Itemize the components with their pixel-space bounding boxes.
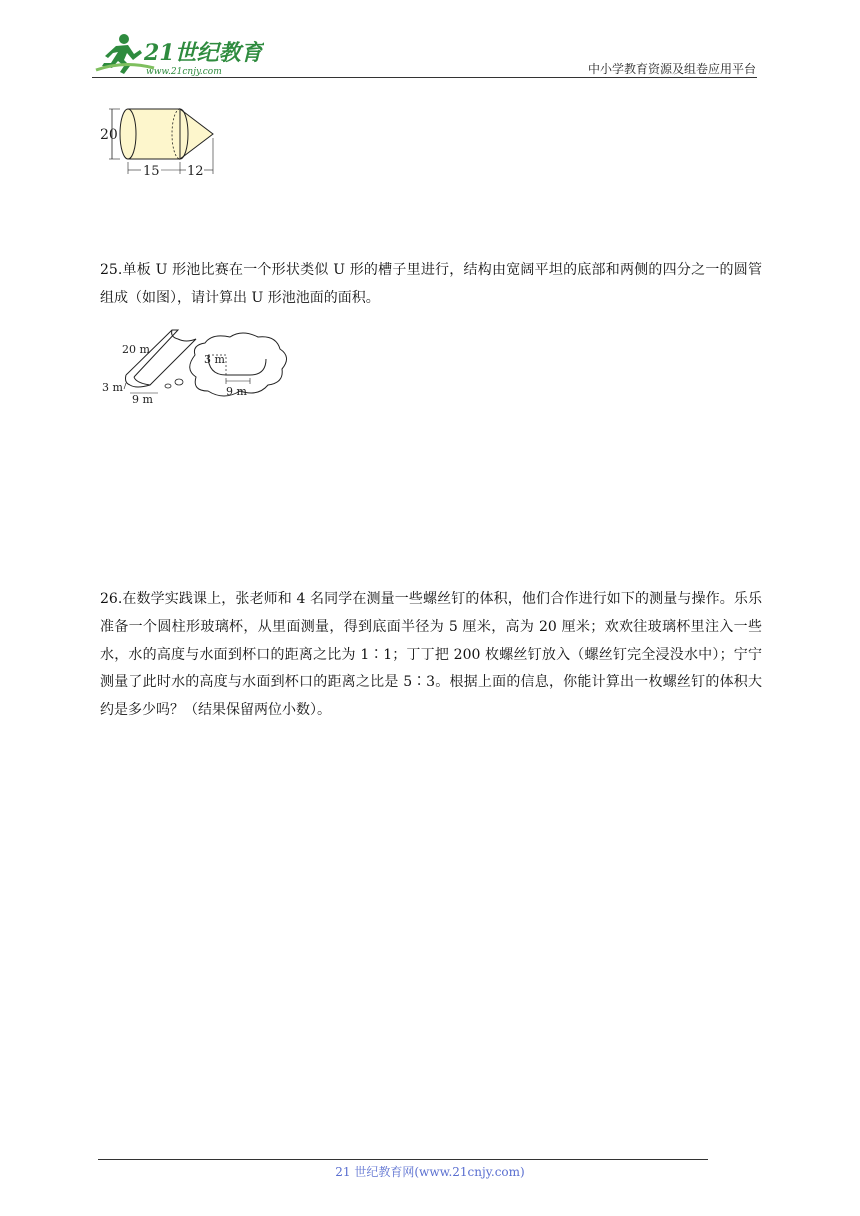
- label-radius: 3 m: [102, 381, 123, 394]
- label-bubble-width: 9 m: [226, 385, 247, 398]
- question-25-number: 25.: [100, 262, 123, 278]
- header-divider: [92, 77, 757, 78]
- label-cone-length: 12: [187, 164, 204, 179]
- bubble-medium: [175, 379, 183, 385]
- question-25-text: 单板 U 形池比赛在一个形状类似 U 形的槽子里进行，结构由宽阔平坦的底部和两侧的四分之一的圆管组成（如图），请计算出 U 形池池面的面积。: [100, 262, 762, 306]
- footer-divider: [98, 1159, 708, 1160]
- question-25: [100, 257, 762, 312]
- label-length: 20 m: [122, 343, 150, 356]
- label-bubble-radius: 3 m: [204, 353, 225, 366]
- cone-body: [180, 109, 213, 159]
- footer-text: 21 世纪教育网(www.21cnjy.com): [335, 1165, 525, 1179]
- site-logo: [94, 30, 264, 80]
- bubble-small: [165, 384, 171, 388]
- label-width: 9 m: [132, 393, 153, 406]
- label-cylinder-length: 15: [143, 164, 160, 179]
- logo-text: 21世纪教育: [144, 40, 263, 66]
- label-diameter: 20: [100, 127, 118, 143]
- u-trough: [126, 330, 197, 387]
- figure-cylinder-cone: [98, 102, 223, 182]
- question-26-text: 在数学实践课上，张老师和 4 名同学在测量一些螺丝钉的体积，他们合作进行如下的测量与操作。乐乐准备一个圆柱形玻璃杯，从里面测量，得到底面半径为 5 厘米，高为 20 厘米；欢欢往玻璃杯里注入一些水，水的高度与水面到杯口的距离之比为 1∶1；丁丁把 200 枚螺丝钉放入（螺丝钉完全浸没水中）；宁宁测量了此时水的高度与水面到杯口的距离之比是 5∶3。根据上面的信息，你能计算出一枚螺丝钉的体积大约是多少吗？（结果保留两位小数）。: [100, 591, 762, 719]
- question-26-number: 26.: [100, 591, 123, 607]
- logo-url: www.21cnjy.com: [146, 67, 222, 77]
- question-26: [100, 586, 762, 725]
- cylinder-left-base: [120, 109, 136, 159]
- figure-u-pool: [100, 325, 290, 410]
- header-slogan: 中小学教育资源及组卷应用平台: [587, 62, 756, 76]
